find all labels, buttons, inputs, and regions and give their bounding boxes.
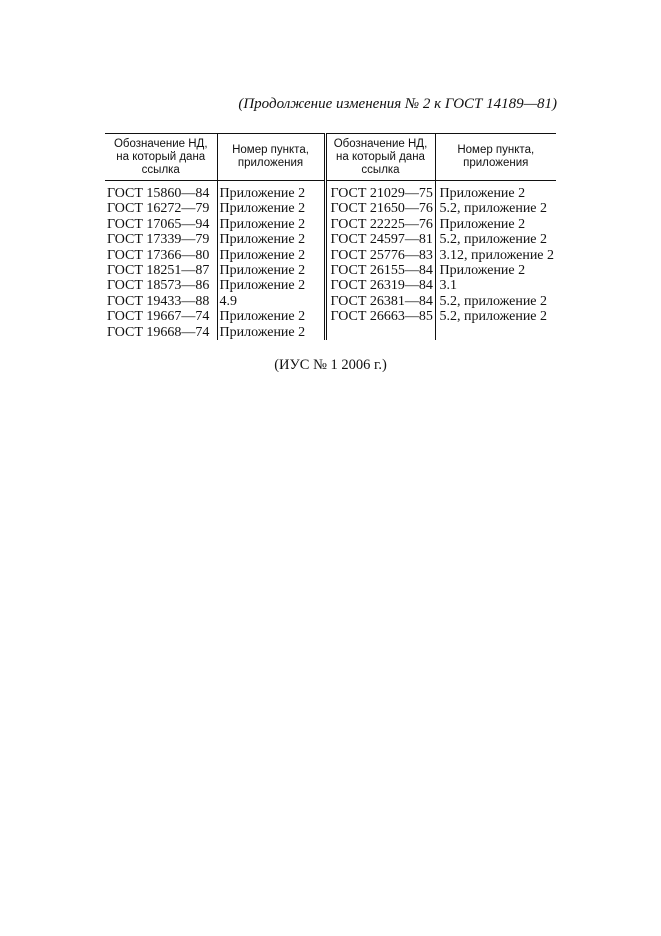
header-clause-number-right: Номер пункта, приложения [435, 134, 556, 181]
document-designation-cell: ГОСТ 18573—86 [107, 278, 210, 294]
document-designation-cell: ГОСТ 19433—88 [107, 293, 210, 309]
document-designation-cell: ГОСТ 24597—81 [325, 232, 435, 247]
clause-number-cell: 3.12, приложение 2 [435, 248, 556, 263]
document-designation-cell: ГОСТ 21029—75 [325, 181, 435, 202]
table-row [105, 278, 556, 293]
document-designation-cell: ГОСТ 19668—74 [107, 324, 210, 340]
clause-number-cell: Приложение 2 [217, 278, 325, 293]
clause-number-cell: 5.2, приложение 2 [435, 309, 556, 324]
document-designation-cell: ГОСТ 15860—84 [107, 186, 210, 201]
document-designation-cell: ГОСТ 17065—94 [107, 216, 210, 232]
clause-number-cell: 5.2, приложение 2 [435, 201, 556, 216]
document-designation-cell: ГОСТ 26155—84 [325, 263, 435, 278]
document-designation-cell: ГОСТ 26663—85 [325, 309, 435, 324]
table-row [105, 248, 556, 263]
document-designation-cell: ГОСТ 26319—84 [325, 278, 435, 293]
document-designation-cell: ГОСТ 21650—76 [325, 201, 435, 216]
clause-number-cell: Приложение 2 [217, 248, 325, 263]
header-document-designation-right: Обозначение НД, на который дана ссылка [325, 134, 435, 181]
document-designation-cell: ГОСТ 18251—87 [107, 263, 210, 279]
table-row [105, 232, 556, 247]
footnote: (ИУС № 1 2006 г.) [274, 357, 387, 373]
document-designation-cell: ГОСТ 17339—79 [107, 232, 210, 248]
clause-number-cell: 5.2, приложение 2 [435, 294, 556, 309]
document-designation-cell: ГОСТ 22225—76 [325, 217, 435, 232]
table-row [105, 217, 556, 232]
document-designation-cell [325, 325, 435, 340]
clause-number-cell: Приложение 2 [217, 217, 325, 232]
table-header-row [105, 134, 556, 181]
clause-number-cell: Приложение 2 [217, 181, 325, 202]
table-row [105, 325, 556, 340]
table-row [105, 181, 556, 202]
clause-number-cell: 5.2, приложение 2 [435, 232, 556, 247]
clause-number-cell [435, 325, 556, 340]
clause-number-cell: 3.1 [435, 278, 556, 293]
document-designation-cell: ГОСТ 19667—74 [107, 309, 210, 325]
clause-number-cell: Приложение 2 [435, 181, 556, 202]
document-designation-cell: ГОСТ 16272—79 [107, 201, 210, 217]
clause-number-cell: Приложение 2 [217, 263, 325, 278]
reference-table [105, 133, 556, 340]
clause-number-cell: Приложение 2 [217, 325, 325, 340]
continuation-note: (Продолжение изменения № 2 к ГОСТ 14189—81) [238, 96, 557, 112]
clause-number-cell: Приложение 2 [217, 201, 325, 216]
header-clause-number-left: Номер пункта, приложения [217, 134, 325, 181]
document-designation-cell: ГОСТ 25776—83 [325, 248, 435, 263]
header-document-designation-left: Обозначение НД, на который дана ссылка [105, 134, 217, 181]
clause-number-cell: Приложение 2 [217, 309, 325, 324]
document-designation-cell: ГОСТ 17366—80 [107, 247, 210, 263]
clause-number-cell: Приложение 2 [435, 263, 556, 278]
table-row [105, 294, 556, 309]
table-row [105, 309, 556, 324]
document-designation-cell: ГОСТ 26381—84 [325, 294, 435, 309]
clause-number-cell: Приложение 2 [217, 232, 325, 247]
table-row [105, 263, 556, 278]
table-row [105, 201, 556, 216]
clause-number-cell: Приложение 2 [435, 217, 556, 232]
clause-number-cell: 4.9 [217, 294, 325, 309]
